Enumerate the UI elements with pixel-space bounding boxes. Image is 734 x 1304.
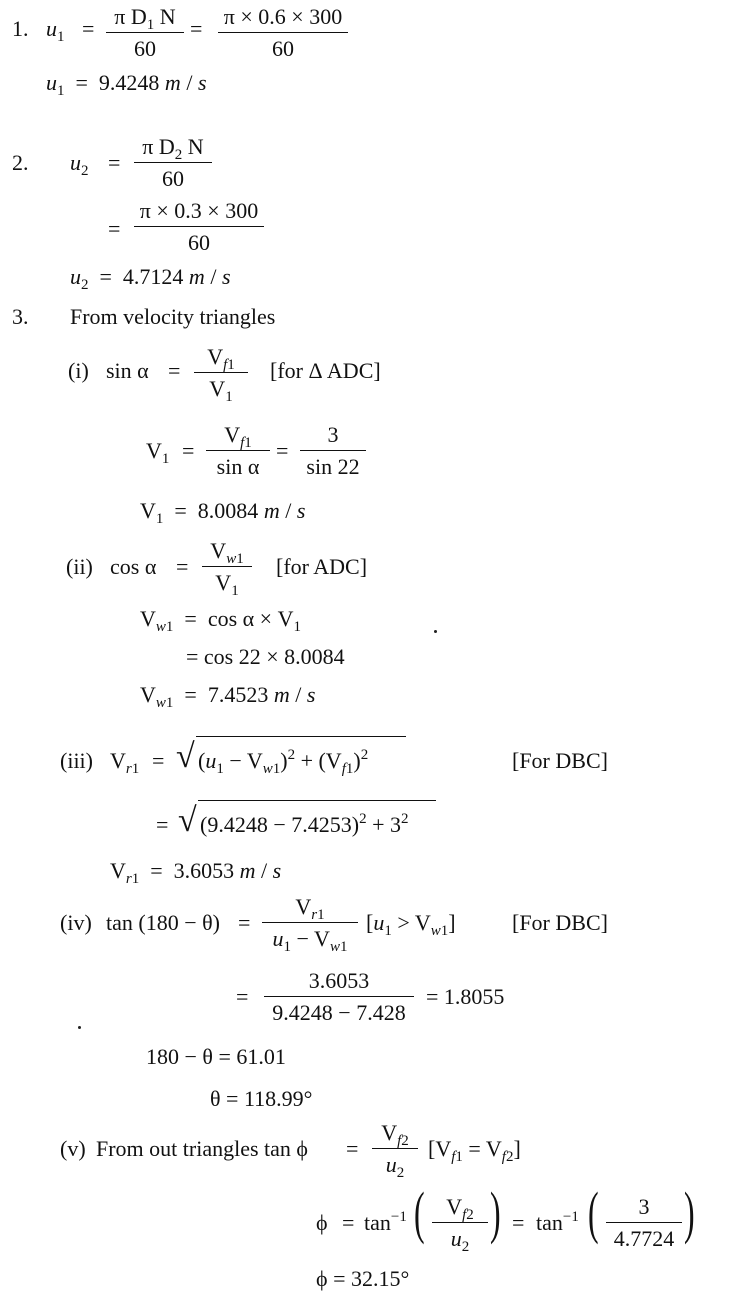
step-2-number: 2. — [12, 150, 29, 175]
step-1-fraction-1: π $D_1$ N 60 — [106, 6, 184, 60]
step-1-lhs: $u_1$ — [46, 16, 65, 45]
part-iv-fraction-2: 3.6053 9.4248 − 7.428 — [264, 970, 414, 1024]
part-iv-line-b: θ = 118.99° — [210, 1086, 313, 1111]
part-i-note: [for Δ ADC] — [270, 358, 381, 383]
part-ii-line-1: $V_{w1} = \cos \alpha \times V_1$ — [140, 606, 301, 635]
speck — [434, 630, 437, 633]
part-ii-lhs: cos α — [110, 554, 157, 579]
part-i-v1-fraction-1: $V_{f1}$ sin α — [206, 424, 270, 478]
part-iii-result: $V_{r1} = 3.6053$ m / s — [110, 858, 282, 887]
part-i-lhs: sin α — [106, 358, 149, 383]
part-iii-lhs: $V_{r1}$ — [110, 748, 140, 777]
part-i-fraction: $V_{f1}$ $V_1$ — [194, 346, 248, 400]
step-3-heading: From velocity triangles — [70, 304, 276, 329]
part-iii-note: [For DBC] — [512, 748, 608, 773]
speck — [78, 1026, 81, 1029]
part-iii-sqrt-1: $(u_1 - V_{w1})^2 + (V_{f1})^2$ — [198, 747, 369, 777]
part-iii-sqrt-2: $(9.4248 - 7.4253)^2 + 3^2$ — [200, 811, 409, 837]
part-v-text: From out triangles tan ϕ — [96, 1136, 308, 1161]
part-ii-line-2: = cos 22 × 8.0084 — [186, 644, 345, 669]
part-v-result: ϕ = 32.15° — [316, 1266, 410, 1291]
part-v-tan-inv-1: $\tan^{-1}$ — [364, 1209, 407, 1235]
part-iv-lhs: tan (180 − θ) — [106, 910, 220, 935]
part-iv-value: = 1.8055 — [426, 984, 505, 1009]
part-i-v1-result: $V_1 = 8.0084$ m / s — [140, 498, 306, 527]
part-v-condition: $[V_{f1} = V_{f2}]$ — [428, 1136, 521, 1165]
step-1-fraction-2: π × 0.6 × 300 60 — [218, 6, 348, 60]
part-iv-fraction: $V_{r1}$ $u_1 - V_{w1}$ — [262, 896, 358, 950]
part-v-inner-fraction-1: $V_{f2}$ $u_2$ — [432, 1196, 488, 1250]
part-iv-condition: $[u_1 > V_{w1}]$ — [366, 910, 456, 939]
part-iv-line-a: 180 − θ = 61.01 — [146, 1044, 286, 1069]
part-v-fraction: $V_{f2}$ $u_2$ — [372, 1122, 418, 1176]
part-v-tan-inv-2: $\tan^{-1}$ — [536, 1209, 579, 1235]
part-iii-label: (iii) — [60, 748, 93, 773]
part-i-v1-lhs: $V_1$ — [146, 438, 170, 467]
step-1-result: $u_1 = 9.4248$ m / s — [46, 70, 207, 99]
part-v-phi: ϕ — [316, 1210, 328, 1235]
part-v-inner-fraction-2: 3 4.7724 — [606, 1196, 682, 1250]
step-2-fraction-2: π × 0.3 × 300 60 — [134, 200, 264, 254]
part-iv-label: (iv) — [60, 910, 92, 935]
sqrt-icon: √ — [176, 738, 195, 775]
part-iv-note: [For DBC] — [512, 910, 608, 935]
part-ii-result: $V_{w1} = 7.4523$ m / s — [140, 682, 316, 711]
part-ii-label: (ii) — [66, 554, 93, 579]
step-2-lhs: $u_2$ — [70, 150, 89, 179]
step-2-result: $u_2 = 4.7124$ m / s — [70, 264, 231, 293]
part-v-label: (v) — [60, 1136, 86, 1161]
part-i-label: (i) — [68, 358, 89, 383]
sqrt-icon: √ — [178, 802, 197, 839]
part-ii-note: [for ADC] — [276, 554, 368, 579]
step-1-number: 1. — [12, 16, 29, 41]
part-i-v1-fraction-2: 3 sin 22 — [300, 424, 366, 478]
step-3-number: 3. — [12, 304, 29, 329]
part-ii-fraction: $V_{w1}$ $V_1$ — [202, 540, 252, 594]
step-2-fraction-1: π $D_2$ N 60 — [134, 136, 212, 190]
